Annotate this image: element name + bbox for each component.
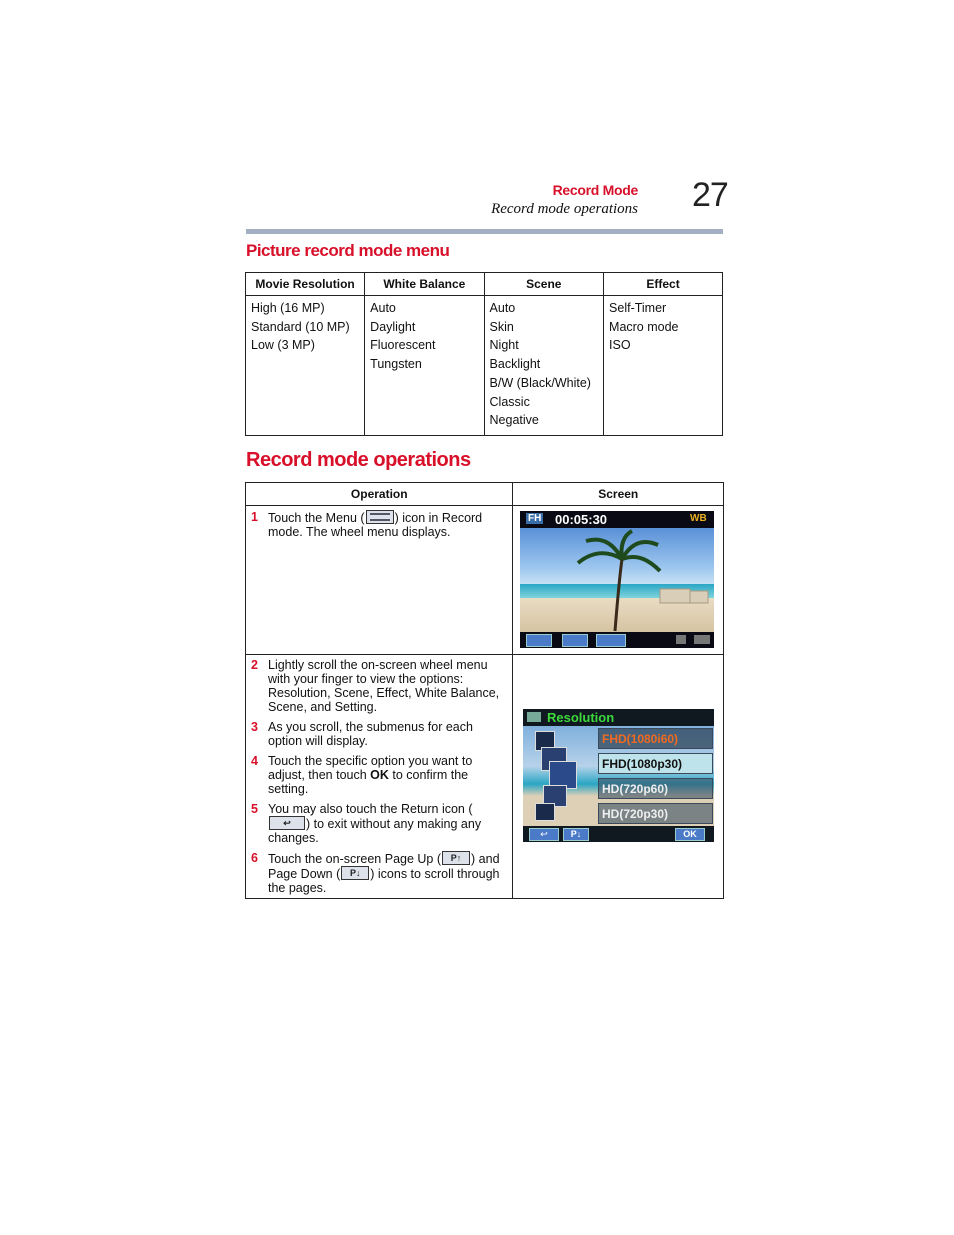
resolution-option-selected[interactable]: FHD(1080p30) <box>598 753 713 774</box>
step-text-part: ) icon in Record mode. The wheel menu displays. <box>268 511 483 539</box>
bottom-bar <box>520 632 714 648</box>
status-bar <box>520 511 714 528</box>
step-text <box>268 510 506 539</box>
step-text: Lightly scroll the on-screen wheel menu with your finger to view the options: Resolution, Scene, Effect, White Balance, Scene, and Setting. <box>268 658 500 714</box>
resolution-screen-image <box>523 709 714 842</box>
list-item: B/W (Black/White) <box>489 375 591 390</box>
return-icon: ↩ <box>269 816 305 830</box>
step-text-part: Touch the specific option you want to adjust, then touch <box>268 754 473 782</box>
list-item: Backlight <box>489 357 541 372</box>
table-cell <box>604 296 723 436</box>
step-6 <box>251 851 506 895</box>
battery-icon <box>694 635 710 644</box>
white-balance-badge: WB <box>690 513 707 524</box>
col-header: Movie Resolution <box>246 273 365 296</box>
list-item: Standard (10 MP) <box>251 319 350 334</box>
menu-title: Resolution <box>547 710 615 725</box>
timer: 00:05:30 <box>555 512 608 527</box>
list-item: Low (3 MP) <box>251 338 315 353</box>
step-text-part: You may also touch the Return icon ( <box>268 802 473 816</box>
picture-menu-table <box>245 272 723 436</box>
play-icon[interactable] <box>562 634 588 647</box>
list-item: Fluorescent <box>370 338 436 353</box>
ok-button[interactable]: OK <box>675 828 705 841</box>
step-text-part: Touch the Menu ( <box>268 511 365 525</box>
list-item: Daylight <box>370 319 416 334</box>
menu-icon <box>366 510 394 524</box>
table-cell <box>246 296 365 436</box>
list-item: High (16 MP) <box>251 301 325 315</box>
resolution-option[interactable]: FHD(1080i60) <box>598 728 713 749</box>
step-1 <box>251 510 506 539</box>
list-item: Night <box>489 338 519 353</box>
step-4 <box>251 754 506 796</box>
col-header: Screen <box>513 483 724 506</box>
list-item: Auto <box>370 301 396 315</box>
step-number: 4 <box>251 754 258 768</box>
step-text-part: ) icons to scroll through the pages. <box>268 867 500 895</box>
page-number: 27 <box>692 176 728 214</box>
list-item: Skin <box>489 319 514 334</box>
step-number: 6 <box>251 851 258 865</box>
menu-title-bar <box>523 709 714 726</box>
resolution-option[interactable]: HD(720p30) <box>598 803 713 824</box>
step-text <box>268 802 506 845</box>
page-label: P <box>570 829 577 839</box>
video-icon <box>527 712 541 722</box>
step-5 <box>251 802 506 845</box>
operations-heading: Record mode operations <box>246 449 471 471</box>
step-number: 3 <box>251 720 258 734</box>
step-text <box>268 754 506 796</box>
list-item: Auto <box>489 301 516 315</box>
setting-icon[interactable] <box>535 803 555 821</box>
running-header-subsection: Record mode operations <box>491 201 638 217</box>
table-cell <box>365 296 484 436</box>
col-header: Scene <box>484 273 604 296</box>
page-up-icon: P↑ <box>442 851 470 865</box>
menu-bottom-bar <box>523 826 714 842</box>
step-text-part: ) and Page Down ( <box>268 852 500 881</box>
ok-label: OK <box>370 768 389 782</box>
col-header: Operation <box>246 483 513 506</box>
table-cell <box>246 655 513 899</box>
step-text-part: ) to exit without any making any changes. <box>268 817 482 845</box>
table-cell <box>246 506 513 655</box>
table-cell <box>484 296 604 436</box>
mode-badge: FH <box>528 513 542 524</box>
sd-card-icon <box>676 635 686 644</box>
step-text <box>268 851 506 895</box>
menu-icon[interactable] <box>526 634 552 647</box>
page-down-icon: P↓ <box>341 866 369 880</box>
palm-tree-illustration <box>520 511 714 648</box>
step-text: As you scroll, the submenus for each option will display. <box>268 720 473 748</box>
picture-menu-heading: Picture record mode menu <box>246 241 450 260</box>
step-text-part: Touch the on-screen Page Up ( <box>268 852 442 866</box>
return-icon[interactable]: ↩ <box>529 828 559 841</box>
list-item: Self-Timer <box>609 301 667 315</box>
step-number: 1 <box>251 510 258 524</box>
resolution-option[interactable]: HD(720p60) <box>598 778 713 799</box>
step-number: 2 <box>251 658 258 672</box>
step-3 <box>251 720 506 748</box>
col-header: Effect <box>604 273 723 296</box>
list-item: Macro mode <box>609 319 679 334</box>
list-item: Classic <box>489 394 530 409</box>
list-item: ISO <box>609 338 631 353</box>
step-number: 5 <box>251 802 258 816</box>
record-screen-image <box>520 511 714 648</box>
list-item: Negative <box>489 413 539 428</box>
header-rule <box>246 229 723 234</box>
running-header-section: Record Mode <box>552 182 638 198</box>
page-down-icon[interactable]: P↓ <box>563 828 589 841</box>
step-text-part: to confirm the setting. <box>268 768 469 796</box>
camera-mode-icon[interactable] <box>596 634 626 647</box>
list-item: Tungsten <box>370 357 422 372</box>
step-2 <box>251 658 506 714</box>
col-header: White Balance <box>365 273 484 296</box>
